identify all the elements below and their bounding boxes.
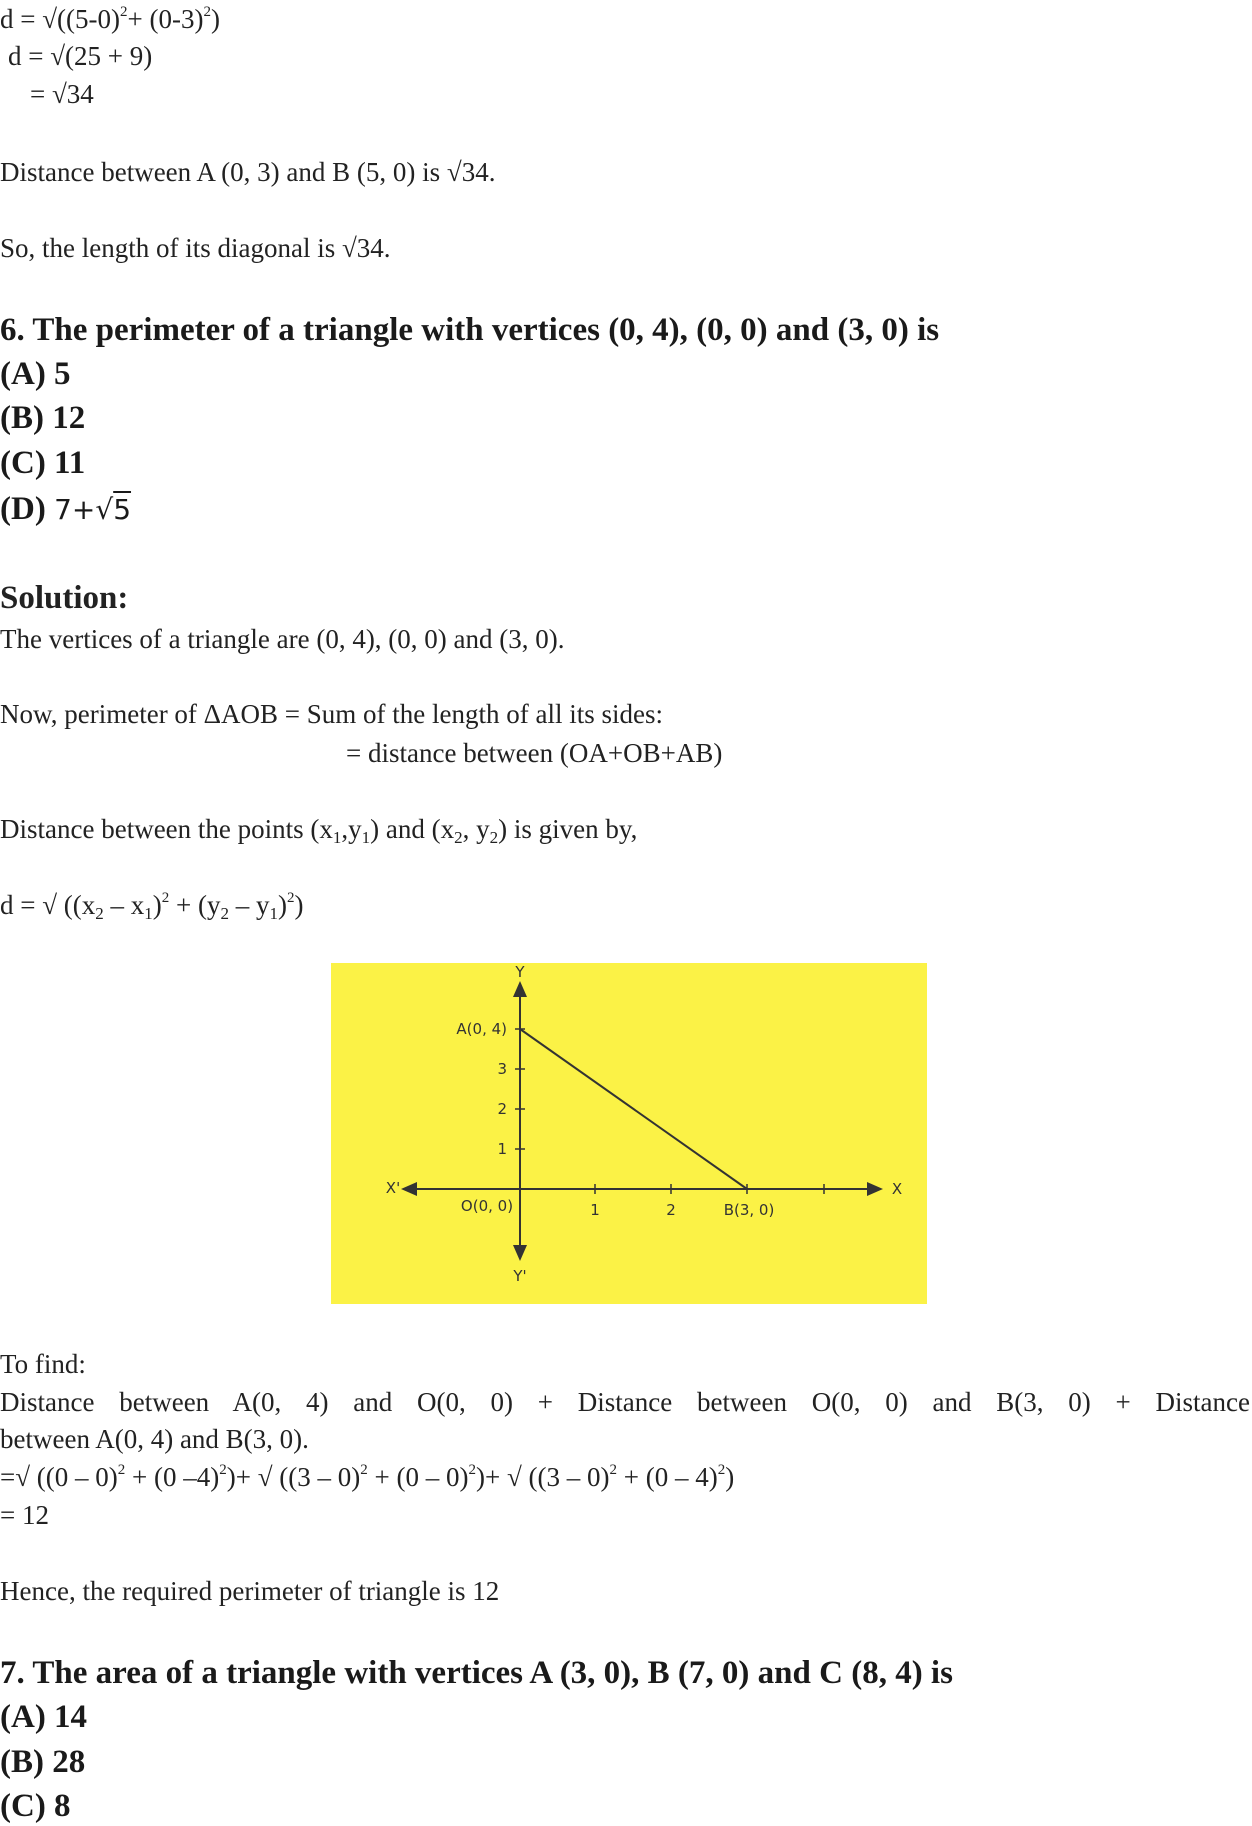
- q6-option-d: (D) 7+√5: [0, 491, 132, 527]
- distance-formula: d = √ $((x_2 - x_1)^2 + (y_2 - y_1)^2)$: [0, 890, 304, 923]
- perimeter-conclusion: Hence, the required perimeter of triangle is 12: [0, 1576, 500, 1606]
- graph-background: [331, 963, 927, 1304]
- x-tick-1-label: 1: [590, 1201, 600, 1219]
- distance-equation-2: d = √(25 + 9): [8, 41, 153, 71]
- to-find-label: To find:: [0, 1349, 86, 1379]
- q6-option-a: (A) 5: [0, 356, 71, 392]
- y-neg-axis-label: Y': [513, 1267, 527, 1285]
- q7-option-b: (B) 28: [0, 1744, 86, 1780]
- x-tick-2-label: 2: [666, 1201, 676, 1219]
- question-7-text: 7. The area of a triangle with vertices A (3, 0), B (7, 0) and C (8, 4) is: [0, 1655, 953, 1691]
- y-tick-2-label: 2: [497, 1100, 507, 1118]
- distance-equation-1: $d = √((5-0)^2+ (0-3)^2)$: [0, 4, 220, 34]
- y-tick-1-label: 1: [497, 1140, 507, 1158]
- origin-label: O(0, 0): [460, 1197, 514, 1215]
- perimeter-statement: Now, perimeter of ΔAOB = Sum of the length of all its sides:: [0, 699, 663, 729]
- vertices-statement: The vertices of a triangle are (0, 4), (0, 0) and (3, 0).: [0, 624, 565, 654]
- to-find-line-2: between A(0, 4) and B(3, 0).: [0, 1424, 309, 1454]
- to-find-line-1: Distance between A(0, 4) and O(0, 0) + Distance between O(0, 0) and B(3, 0) + Distance: [0, 1387, 1250, 1417]
- seven-plus-root-five: 7+√5: [54, 493, 132, 526]
- point-a-label: A(0, 4): [456, 1020, 507, 1038]
- distance-equation-3: = √34: [30, 79, 94, 109]
- perimeter-calculation: =√ ((0 – 0)$^2$ + (0 –4)$^2$)+ √ ((3 – 0)$^2$ + (0 – 0)$^2$)+ √ ((3 – 0)$^2$ + (0 – 4)$^2$): [0, 1462, 735, 1492]
- x-neg-axis-label: X': [385, 1179, 401, 1197]
- perimeter-result: = 12: [0, 1500, 49, 1530]
- triangle-graph: [331, 963, 927, 1304]
- y-axis-label: Y: [515, 963, 525, 981]
- perimeter-expression: = distance between (OA+OB+AB): [346, 738, 723, 768]
- q7-option-c: (C) 8: [0, 1788, 71, 1824]
- y-tick-3-label: 3: [497, 1060, 507, 1078]
- q6-option-b: (B) 12: [0, 400, 86, 436]
- distance-statement: Distance between A (0, 3) and B (5, 0) is √34.: [0, 157, 496, 187]
- q7-option-a: (A) 14: [0, 1699, 88, 1735]
- q6-option-c: (C) 11: [0, 445, 86, 481]
- distance-formula-intro: Distance between the points $(x_1,y_1)$ and ($x_2$, $y_2$) is given by,: [0, 814, 638, 847]
- x-axis-label: X: [891, 1180, 903, 1198]
- diagonal-conclusion: So, the length of its diagonal is √34.: [0, 233, 391, 263]
- question-6-text: 6. The perimeter of a triangle with vertices (0, 4), (0, 0) and (3, 0) is: [0, 312, 940, 348]
- solution-heading: Solution:: [0, 580, 129, 616]
- point-b-label: B(3, 0): [723, 1201, 775, 1219]
